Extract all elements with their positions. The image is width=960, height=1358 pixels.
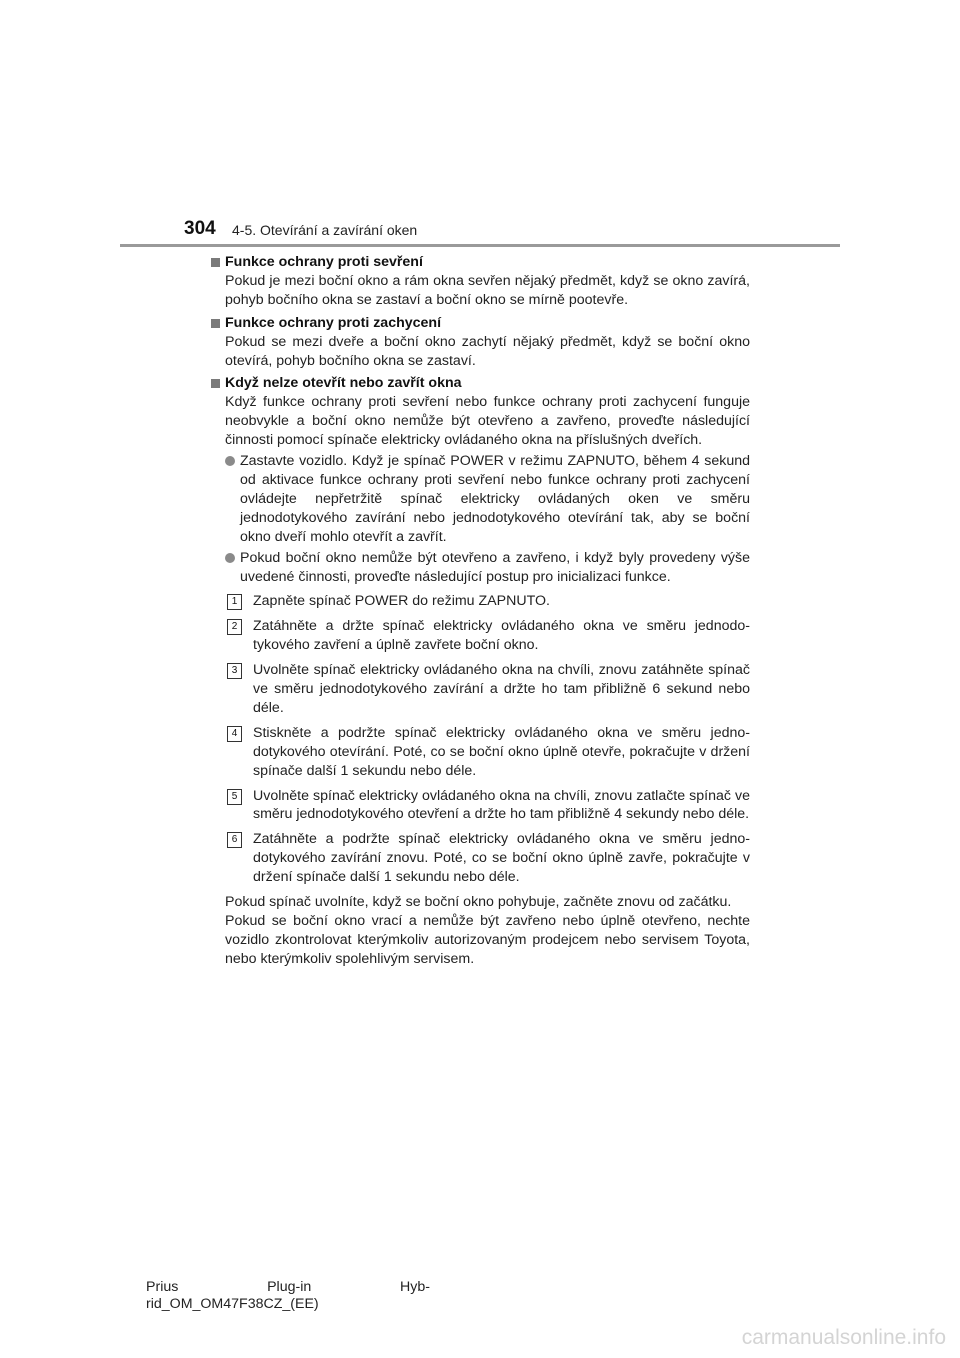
bullet-item [225,549,750,587]
step-text: Zapněte spínač POWER do režimu ZAPNUTO. [253,593,550,610]
section-heading [210,314,750,333]
section-paragraph: Pokud se mezi dveře a boční okno zachytí nějaký předmět, když se boční okno otevírá, pohyb bočního okna se zastaví. [225,333,750,369]
page-number: 304 [184,218,216,239]
round-bullet-icon [225,553,235,563]
section-heading-text: Funkce ochrany proti zachycení [225,314,442,331]
section-paragraph: Pokud je mezi boční okno a rám okna sevřen nějaký předmět, když se okno zavírá, pohyb bočního okna se zastaví a boční okno se mírně pootevře. [225,272,750,308]
step-item [225,617,750,655]
footer-part: Prius [146,1279,179,1295]
step-item [225,830,750,887]
step-text: Stiskněte a podržte spínač elektricky ovládaného okna ve směru jednodotykového otevírání. Poté, co se boční okno úplně otevře, pokračujte v držení spínače další 1 sekundu nebo déle. [253,724,750,779]
footer-doc-id [146,1279,436,1313]
step-number: 5 [227,789,242,805]
step-number: 4 [227,726,242,742]
step-item [225,592,750,611]
section-heading [210,253,750,272]
bullet-text: Zastavte vozidlo. Když je spínač POWER v režimu ZAPNUTO, během 4 sekund od aktivace funkce ochrany proti sevření nebo funkce ochrany proti zachycení ovládejte nepřetržitě spínač elektricky ovládaných oken ve směru jednodotykového zavírání nebo jednodotykového otevírání tak, aby se boční okno dveří mohlo otevřít a zavřít. [240,453,750,545]
section-heading-text: Funkce ochrany proti sevření [225,254,423,270]
section-heading-text: Když nelze otevřít nebo zavřít okna [225,375,462,392]
closing-note [225,893,750,969]
step-item [225,787,750,825]
page-content [210,253,750,969]
bullet-item [225,452,750,547]
square-bullet-icon [211,258,220,267]
closing-paragraph: Pokud se boční okno vrací a nemůže být zavřeno nebo úplně otevřeno, nechte vozidlo zkontrolovat kterýmkoliv autorizovaným prodejcem nebo servisem Toyota, nebo kterýmkoliv spolehlivým servisem. [225,913,750,967]
step-text: Uvolněte spínač elektricky ovládaného okna na chvíli, znovu zatáhněte spínač ve směru jednodotykového zavírání a držte ho tam přibližně 6 sekund nebo déle. [253,662,750,716]
closing-paragraph: Pokud spínač uvolníte, když se boční okno pohybuje, začněte znovu od začátku. [225,894,732,911]
step-number: 6 [227,832,242,848]
square-bullet-icon [211,379,220,388]
watermark: carmanualsonline.info [741,1326,946,1349]
section-heading [210,374,750,393]
round-bullet-icon [225,456,235,466]
step-text: Uvolněte spínač elektricky ovládaného okna na chvíli, znovu zatlačte spínač ve směru jednodotykového otevření a držte ho tam přibližně 4 sekundy nebo déle. [253,787,750,823]
step-text: Zatáhněte a držte spínač elektricky ovládaného okna ve směru jednodotykového zavření a úplně zavřete boční okno. [253,618,750,654]
section-paragraph: Když funkce ochrany proti sevření nebo funkce ochrany proti zachycení funguje neobvykle a boční okno nemůže být otevřeno a zavřeno, proveďte následující činnosti pomocí spínače elektricky ovládaného okna na příslušných dveřích. [225,394,750,449]
footer-part: rid_OM_OM47F38CZ_(EE) [146,1296,319,1312]
step-number: 2 [227,619,242,635]
section-title: 4-5. Otevírání a zavírání oken [232,222,418,238]
step-item [225,661,750,718]
step-item [225,724,750,781]
footer-part: Hyb- [400,1279,430,1295]
step-text: Zatáhněte a podržte spínač elektricky ovládaného okna ve směru jednodotykového zavírání znovu. Poté, co se boční okno úplně zavře, pokračujte v držení spínače další 1 sekundu nebo déle. [253,831,750,886]
step-number: 1 [227,594,242,610]
square-bullet-icon [211,319,220,328]
footer-part: Plug-in [267,1279,312,1295]
bullet-text: Pokud boční okno nemůže být otevřeno a zavřeno, i když byly provedeny výše uvedené činnosti, proveďte následující postup pro inicializaci funkce. [240,549,750,585]
header-divider [120,244,840,247]
step-number: 3 [227,663,242,679]
